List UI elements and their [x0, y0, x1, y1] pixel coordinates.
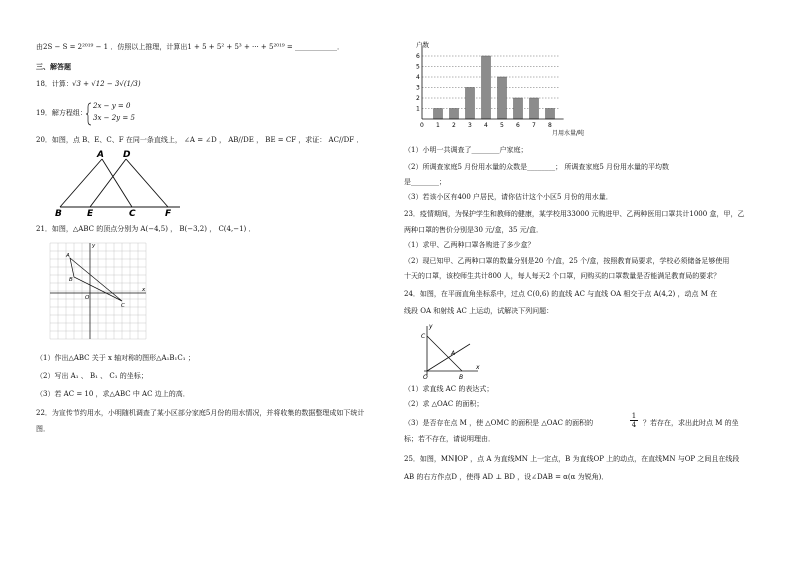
q21-text: 21．如图，△ABC 的顶点分别为 A(−4,5) ， B(−3,2) ， C(4,−1) ． — [36, 225, 256, 233]
q21-label-a: A — [66, 253, 70, 259]
q20-segment-ac — [102, 159, 132, 207]
q22-text-line1: 22．为宣传节约用水，小明随机调查了某小区部分家庭5月份的用水情况，并将收集的数据整理成如下统计 — [36, 409, 365, 417]
q20-label-a: A — [97, 150, 104, 160]
chart-y-axis-label: 户数 — [416, 41, 429, 49]
chart-x-tick-label: 8 — [548, 122, 552, 129]
q24-part3-line2: 标；若不存在，请说明理由． — [404, 435, 495, 443]
q24-label-x: x — [476, 364, 480, 371]
q21-part1: （1）作出△ABC 关于 x 轴对称的图形△A₁B₁C₁ ； — [36, 354, 195, 362]
q24-fraction-denominator: 4 — [631, 421, 637, 429]
chart-x-tick-label: 4 — [484, 122, 488, 129]
q21-label-o: O — [85, 295, 90, 301]
q24-fraction-numerator: 1 — [631, 412, 637, 420]
q17-tail-text: 由2S − S = 2²⁰¹⁹ − 1 ．仿照以上推理，计算出1 + 5 + 5² + 5³ + ··· + 5²⁰¹⁹ = ____________． — [36, 43, 345, 51]
q19-brace — [86, 102, 92, 126]
chart-y-tick-label: 6 — [416, 53, 420, 60]
chart-y-tick-label: 1 — [416, 105, 420, 113]
q22-part3: （3）若该小区有400 户居民，请你估计这个小区5 月份的用水量． — [404, 193, 613, 201]
q21-part3: （3）若 AC = 10 ，求△ABC 中 AC 边上的高． — [36, 390, 190, 398]
q20-label-e: E — [87, 209, 94, 219]
q24-label-b: B — [459, 374, 464, 381]
chart-bar — [482, 56, 491, 119]
q24-label-o: O — [423, 374, 428, 381]
chart-y-tick-label: 4 — [416, 74, 420, 81]
q23-text-line1: 23．疫情期间，为保护学生和教师的健康，某学校用33000 元购进甲、乙两种医用口罩共计1000 盒，甲，乙 — [404, 210, 745, 218]
q20-label-b: B — [55, 209, 62, 219]
q24-label-y: y — [429, 323, 433, 330]
q22-text-line2: 图． — [36, 425, 50, 433]
q20-figure — [50, 148, 190, 218]
chart-x-tick-label: 6 — [516, 122, 520, 129]
chart-bar — [546, 109, 555, 120]
q21-label-y: y — [92, 243, 96, 249]
q24-part2: （2）求 △OAC 的面积； — [404, 400, 484, 408]
chart-bar — [434, 109, 443, 120]
chart-bar — [466, 88, 475, 120]
q21-label-x: x — [142, 287, 146, 293]
q19-equation-2: 3x − 2y = 5 — [93, 114, 135, 122]
q23-part1: （1）求甲、乙两种口罩各购进了多少盒？ — [404, 241, 535, 249]
q22-bar-chart — [412, 40, 612, 138]
q24-ray-oa — [427, 344, 470, 371]
q21-label-c: C — [121, 303, 125, 309]
chart-y-tick-label: 2 — [416, 95, 420, 102]
q22-part2-cont: 是________； — [404, 178, 446, 186]
chart-bar — [498, 77, 507, 119]
chart-x-tick-label: 1 — [436, 122, 440, 129]
q18-expression: √3 + √12 − 3√(1/3) — [72, 80, 141, 88]
q25-text-line2: AB 的右方作点D ，使得 AD ⊥ BD ，设∠DAB = α(α 为锐角)． — [404, 473, 609, 481]
chart-x-tick-label: 3 — [468, 122, 472, 129]
chart-y-tick-label: 5 — [416, 63, 420, 71]
chart-y-tick-label: 3 — [416, 84, 420, 92]
q24-label-c: C — [421, 333, 426, 340]
q24-coordinate-figure — [418, 322, 482, 380]
q23-text-line2: 两种口罩的售价分别是30 元/盒，35 元/盒． — [404, 226, 543, 234]
chart-x-axis-label: 月用水量/吨 — [552, 130, 585, 137]
q20-label-c: C — [129, 209, 136, 219]
q21-label-b: B — [69, 277, 73, 283]
q21-part2: （2）写出 A₁ 、 B₁ 、 C₁ 的坐标； — [36, 372, 148, 380]
q20-text: 20．如图，点 B、E、C、F 在同一条直线上， ∠A = ∠D ， AB//DE ， BE = CF ，求证： AC//DF ． — [36, 136, 364, 144]
section-heading: 三、解答题 — [36, 62, 71, 71]
q24-part1: （1）求直线 AC 的表达式； — [404, 385, 494, 393]
q21-grid-figure — [48, 241, 148, 341]
chart-bar — [530, 98, 539, 119]
q18-label: 18．计算： — [36, 80, 73, 88]
q24-text-line2: 线段 OA 和射线 AC 上运动，试解决下列问题： — [404, 307, 554, 315]
q24-part3-line1-cont: ？若存在，求出此时点 M 的坐 — [643, 419, 739, 427]
chart-x-tick-label: 5 — [500, 122, 504, 129]
q23-part2-line2: 十天的口罩，该校师生共计800 人，每人每天2 个口罩，问购买的口罩数量是否能满足教育局的要求？ — [404, 272, 721, 280]
q19-equation-1: 2x − y = 0 — [93, 102, 131, 110]
chart-bar — [450, 109, 459, 120]
q24-text-line1: 24．如图，在平面直角坐标系中，过点 C(0,6) 的直线 AC 与直线 OA 相交于点 A(4,2) ，动点 M 在 — [404, 290, 718, 298]
q22-part1: （1）小明一共调查了________户家庭； — [404, 146, 528, 154]
q22-part2: （2）所调查家庭5 月份用水量的众数是________； 所调查家庭5 月份用水量的平均数 — [404, 163, 670, 171]
q24-fraction — [630, 412, 638, 429]
q19-label: 19．解方程组： — [36, 109, 87, 117]
chart-x-tick-label: 7 — [532, 122, 536, 129]
q20-label-f: F — [165, 209, 172, 219]
q24-part3-line1: （3）是否存在点 M ，使 △OMC 的面积是 △OAC 的面积的 — [404, 419, 594, 427]
chart-x-tick-label: 0 — [420, 122, 424, 129]
q24-label-a: A — [451, 350, 456, 357]
q25-text-line1: 25．如图，MN∥OP ，点 A 为直线MN 上一定点，B 为直线OP 上的动点，在直线MN 与OP 之间且在线段 — [404, 455, 740, 463]
chart-bar — [514, 98, 523, 119]
q24-line-ac — [427, 336, 462, 371]
q23-part2-line1: （2）现已知甲、乙两种口罩的数量分别是20 个/盒，25 个/盒，按照教育局要求，学校必须储备足够使用 — [404, 257, 730, 265]
q20-label-d: D — [123, 150, 131, 160]
q20-segment-df — [126, 159, 168, 207]
chart-x-tick-label: 2 — [452, 122, 456, 129]
